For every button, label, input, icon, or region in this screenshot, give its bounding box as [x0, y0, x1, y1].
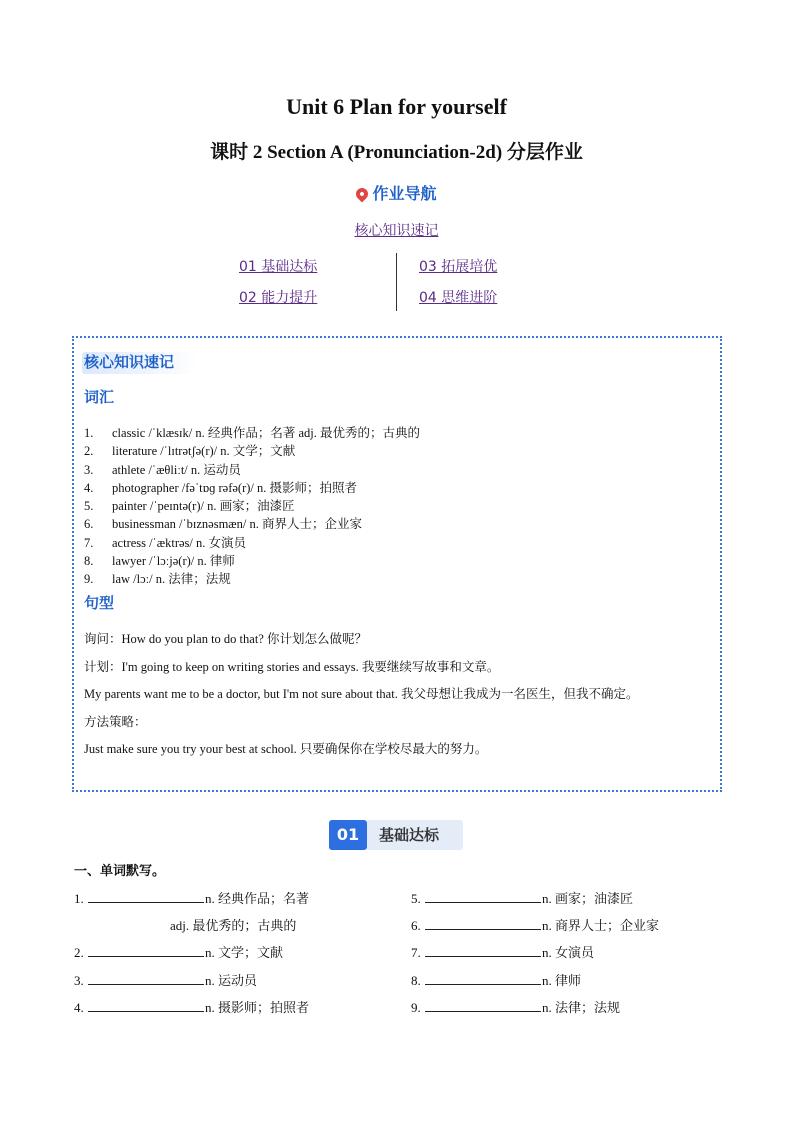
answer-blank[interactable]	[425, 999, 541, 1012]
exercise-item-1: 1. n. 经典作品；名著	[74, 891, 310, 906]
vocab-heading: 词汇	[84, 388, 115, 406]
nav-title-label: 作业导航	[372, 184, 437, 203]
exercise-title: 一、单词默写。	[74, 864, 166, 879]
answer-blank[interactable]	[425, 944, 541, 957]
homework-nav	[239, 253, 559, 311]
knowledge-heading: 核心知识速记	[84, 353, 175, 371]
vocab-list	[84, 424, 420, 589]
section-number: 01	[329, 820, 367, 850]
core-knowledge-link[interactable]: 核心知识速记	[354, 223, 439, 239]
answer-blank[interactable]	[88, 944, 204, 957]
nav-link-thinking[interactable]: 04 思维进阶	[419, 290, 498, 306]
list-item: 9. law /lɔː/ n. 法律；法规	[84, 572, 231, 587]
list-item: 5. painter /ˈpeɪntə(r)/ n. 画家；油漆匠	[84, 499, 295, 514]
answer-blank[interactable]	[88, 999, 204, 1012]
exercise-item-7: 7. n. 女演员	[411, 945, 595, 960]
exercise-item-6: 6. n. 商界人士；企业家	[411, 918, 660, 933]
list-item: 2. literature /ˈlɪtrətʃə(r)/ n. 文学；文献	[84, 444, 296, 459]
section-badge	[329, 820, 465, 850]
exercise-item-1-extra: adj. 最优秀的；古典的	[170, 918, 297, 933]
sentence-item: 方法策略：	[84, 714, 147, 729]
answer-blank[interactable]	[425, 972, 541, 985]
exercise-item-5: 5. n. 画家；油漆匠	[411, 891, 634, 906]
exercise-item-2: 2. n. 文学；文献	[74, 945, 284, 960]
list-item: 4. photographer /fəˈtɒɡ rəfə(r)/ n. 摄影师；拍照者	[84, 480, 358, 495]
list-item: 1. classic /ˈklæsɪk/ n. 经典作品；名著 adj. 最优秀的；古典的	[84, 426, 420, 440]
core-knowledge-link-wrap	[0, 220, 793, 240]
nav-link-ability[interactable]: 02 能力提升	[239, 290, 318, 306]
sentence-item: Just make sure you try your best at school. 只要确保你在学校尽最大的努力。	[84, 742, 488, 756]
list-item: 8. lawyer /ˈlɔːjə(r)/ n. 律师	[84, 554, 235, 569]
list-item: 6. businessman /ˈbɪznəsmæn/ n. 商界人士；企业家	[84, 517, 362, 532]
answer-blank[interactable]	[88, 890, 204, 903]
location-pin-icon	[354, 186, 371, 203]
exercise-item-3: 3. n. 运动员	[74, 973, 258, 988]
exercise-item-4: 4. n. 摄影师；拍照者	[74, 1000, 310, 1015]
sentence-item: My parents want me to be a doctor, but I'm not sure about that. 我父母想让我成为一名医生，但我不确定。	[84, 687, 639, 701]
sentence-item: 计划：I'm going to keep on writing stories and essays. 我要继续写故事和文章。	[84, 659, 500, 674]
page-title: Unit 6 Plan for yourself	[286, 94, 507, 119]
nav-link-basic[interactable]: 01 基础达标	[239, 259, 318, 275]
list-item: 7. actress /ˈæktrəs/ n. 女演员	[84, 535, 247, 550]
sentence-list	[84, 626, 714, 764]
exercise-item-9: 9. n. 法律；法规	[411, 1000, 621, 1015]
exercise-item-8: 8. n. 律师	[411, 973, 582, 988]
list-item: 3. athlete /ˈæθliːt/ n. 运动员	[84, 462, 241, 477]
nav-link-extend[interactable]: 03 拓展培优	[419, 259, 498, 275]
page-subtitle: 课时 2 Section A (Pronunciation-2d) 分层作业	[210, 142, 583, 163]
sentence-item: 询问：How do you plan to do that? 你计划怎么做呢？	[84, 632, 367, 646]
answer-blank[interactable]	[88, 972, 204, 985]
section-label: 基础达标	[367, 820, 463, 850]
answer-blank[interactable]	[425, 917, 541, 930]
sentence-heading: 句型	[84, 594, 115, 612]
nav-divider	[396, 253, 397, 311]
answer-blank[interactable]	[425, 890, 541, 903]
nav-title	[0, 181, 793, 204]
